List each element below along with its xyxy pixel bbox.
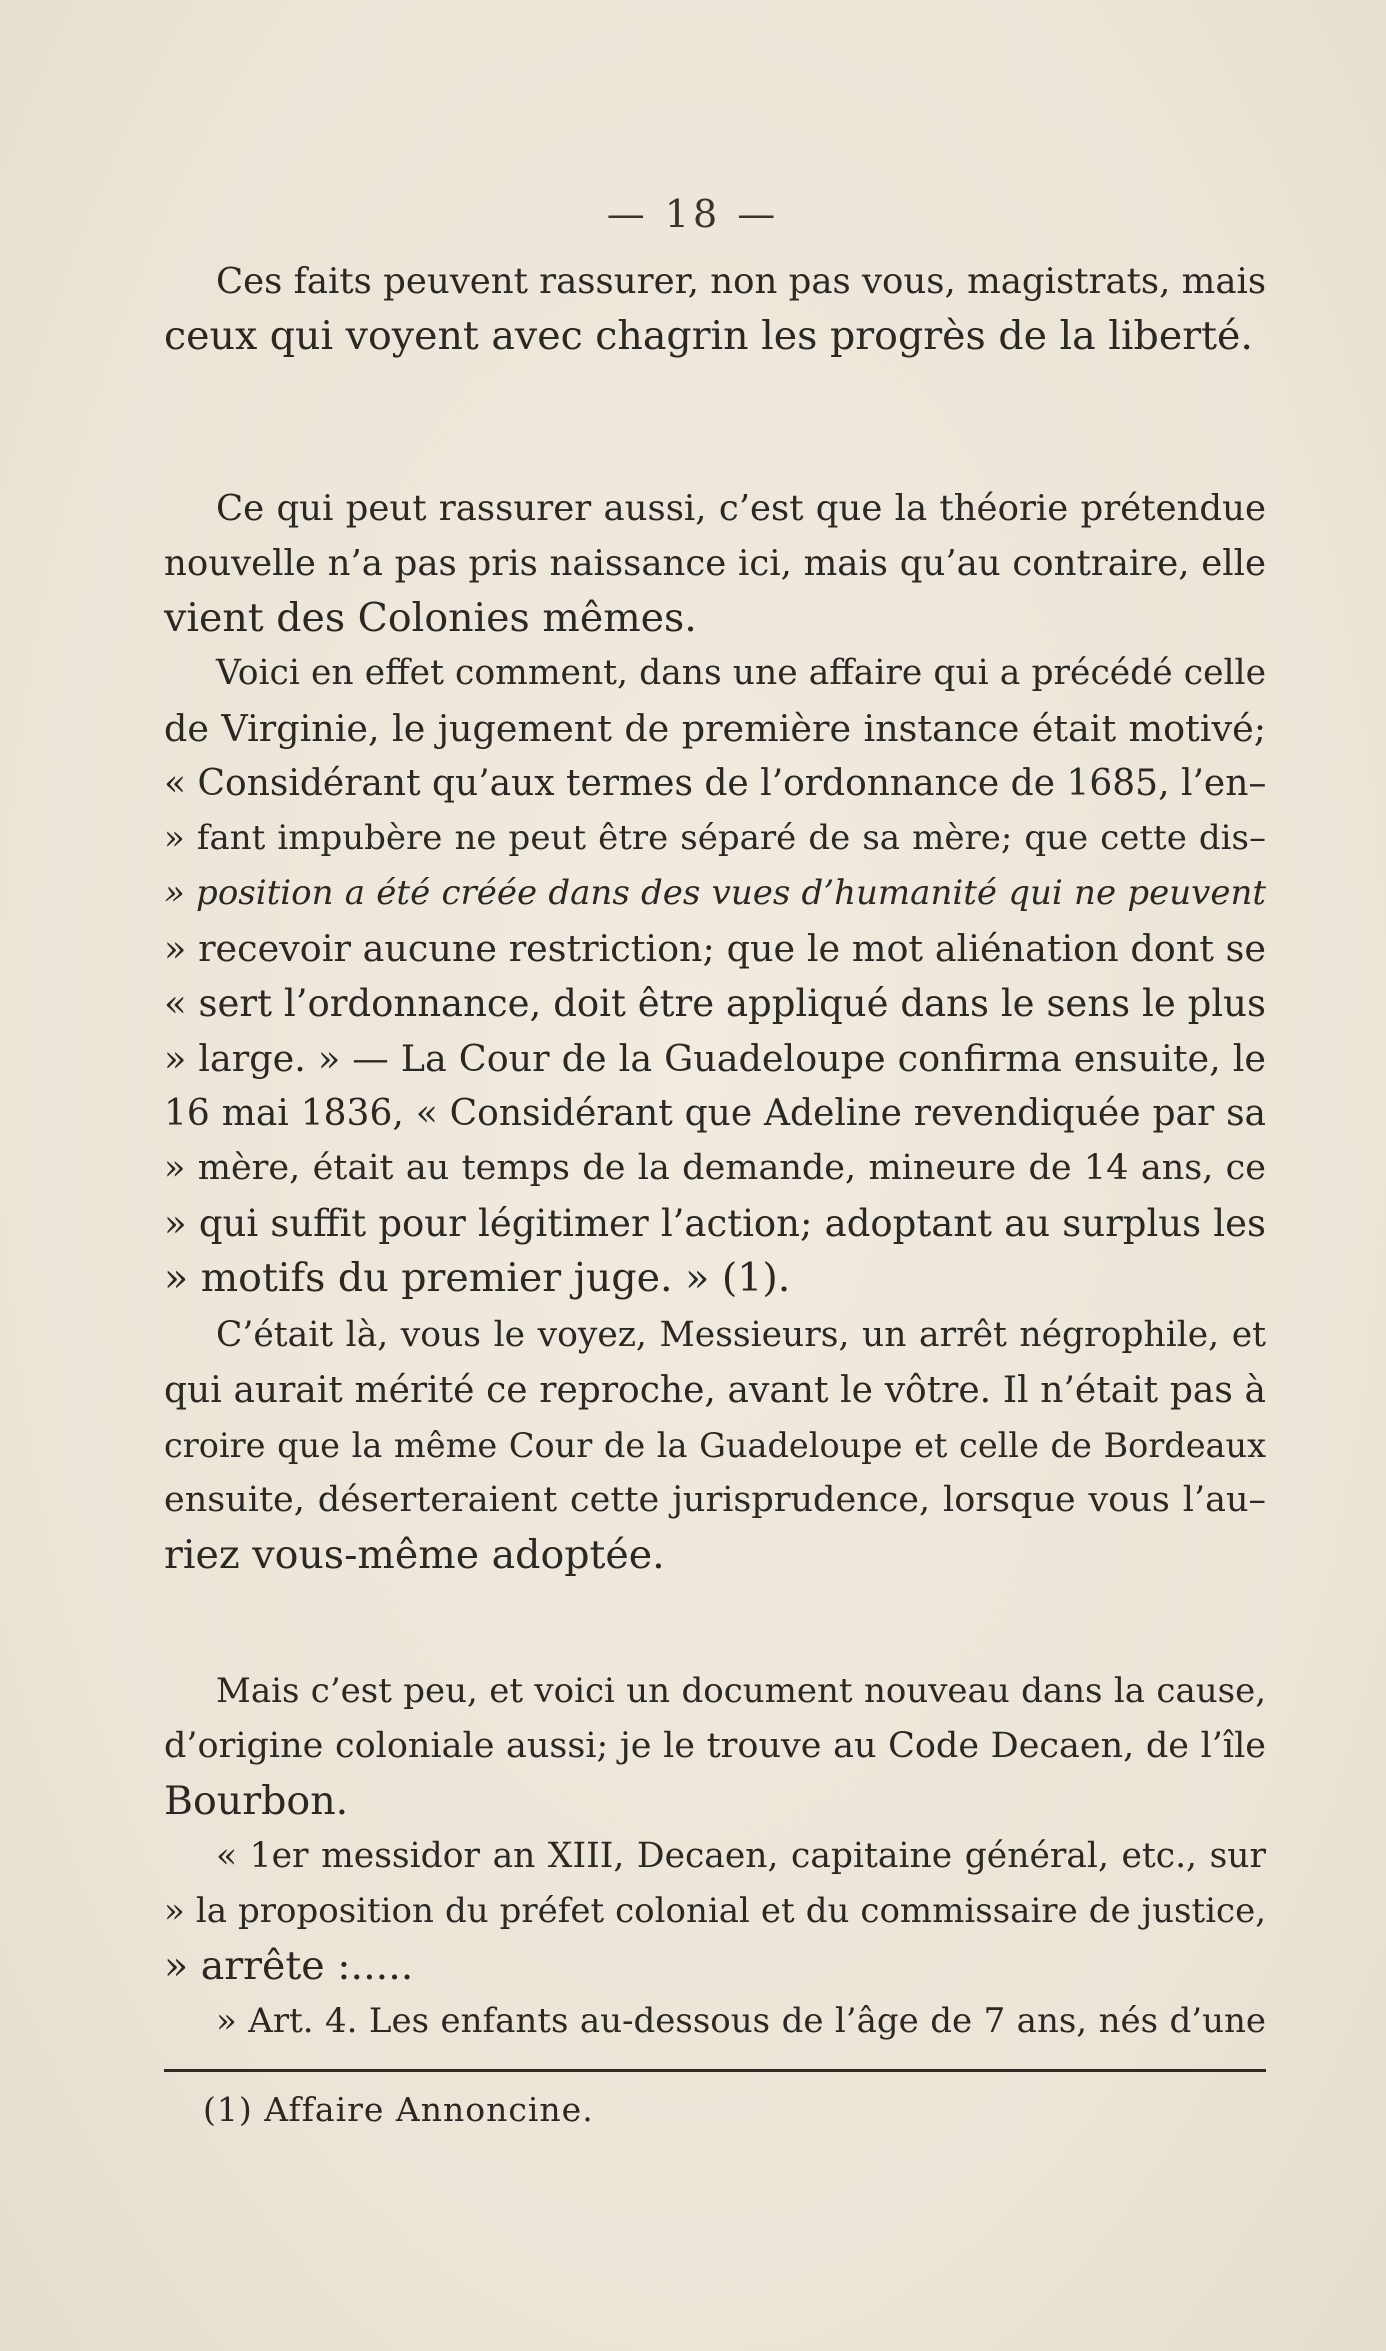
page-number: — 18 —: [606, 192, 780, 236]
text-line: » Art. 4. Les enfants au-dessous de l’âge de 7 ans, nés d’une: [216, 2001, 1266, 2041]
text-line: Bourbon.: [164, 1778, 349, 1824]
text-line: Ce qui peut rassurer aussi, c’est que la théorie prétendue: [216, 488, 1266, 529]
text-line: » fant impubère ne peut être séparé de sa mère; que cette dis–: [164, 818, 1266, 858]
text-line: d’origine coloniale aussi; je le trouve au Code Decaen, de l’île: [164, 1726, 1266, 1766]
footnote: (1) Affaire Annoncine.: [203, 2090, 594, 2129]
text-line: » motifs du premier juge. » (1).: [164, 1255, 791, 1301]
paragraph: [164, 481, 1266, 646]
footnote-rule: [164, 2069, 1266, 2072]
text-line: » arrête :.....: [164, 1943, 414, 1989]
text-line: » mère, était au temps de la demande, mineure de 14 ans, ce: [164, 1148, 1266, 1188]
text-line: « sert l’ordonnance, doit être appliqué dans le sens le plus: [164, 982, 1266, 1025]
text-line: ensuite, déserteraient cette jurisprudence, lorsque vous l’au–: [164, 1480, 1266, 1520]
text-line: vient des Colonies mêmes.: [164, 595, 697, 641]
text-line: Ces faits peuvent rassurer, non pas vous, magistrats, mais: [216, 261, 1267, 302]
text-line: Voici en effet comment, dans une affaire qui a précédé celle: [216, 653, 1266, 693]
text-line: « 1er messidor an XIII, Decaen, capitaine général, etc., sur: [216, 1836, 1266, 1876]
text-line: Mais c’est peu, et voici un document nouveau dans la cause,: [216, 1671, 1266, 1711]
text-line: « Considérant qu’aux termes de l’ordonnance de 1685, l’en–: [164, 763, 1267, 804]
text-line: C’était là, vous le voyez, Messieurs, un arrêt négrophile, et: [216, 1315, 1266, 1355]
paragraph: [164, 1308, 1266, 1583]
text-line: 16 mai 1836, « Considérant que Adeline revendiquée par sa: [164, 1093, 1266, 1134]
text-line: qui aurait mérité ce reproche, avant le vôtre. Il n’était pas à: [164, 1370, 1266, 1411]
paragraph: [164, 254, 1266, 364]
paragraph: [164, 646, 1266, 1306]
text-line: croire que la même Cour de la Guadeloupe et celle de Bordeaux: [164, 1426, 1266, 1465]
text-line: » recevoir aucune restriction; que le mot aliénation dont se: [164, 927, 1266, 970]
paragraph: [164, 1664, 1266, 1829]
text-line: ceux qui voyent avec chagrin les progrès de la liberté.: [164, 313, 1253, 359]
text-line: » position a été créée dans des vues d’humanité qui ne peuvent: [164, 873, 1266, 913]
text-line: de Virginie, le jugement de première instance était motivé;: [164, 707, 1266, 750]
text-line: » la proposition du préfet colonial et du commissaire de justice,: [164, 1891, 1266, 1931]
text-line: » large. » — La Cour de la Guadeloupe confirma ensuite, le: [164, 1037, 1266, 1080]
paragraph: [164, 1829, 1266, 2049]
text-line: nouvelle n’a pas pris naissance ici, mais qu’au contraire, elle: [164, 543, 1266, 584]
text-line: » qui suffit pour légitimer l’action; adoptant au surplus les: [164, 1202, 1266, 1245]
text-line: riez vous-même adoptée.: [164, 1532, 665, 1578]
